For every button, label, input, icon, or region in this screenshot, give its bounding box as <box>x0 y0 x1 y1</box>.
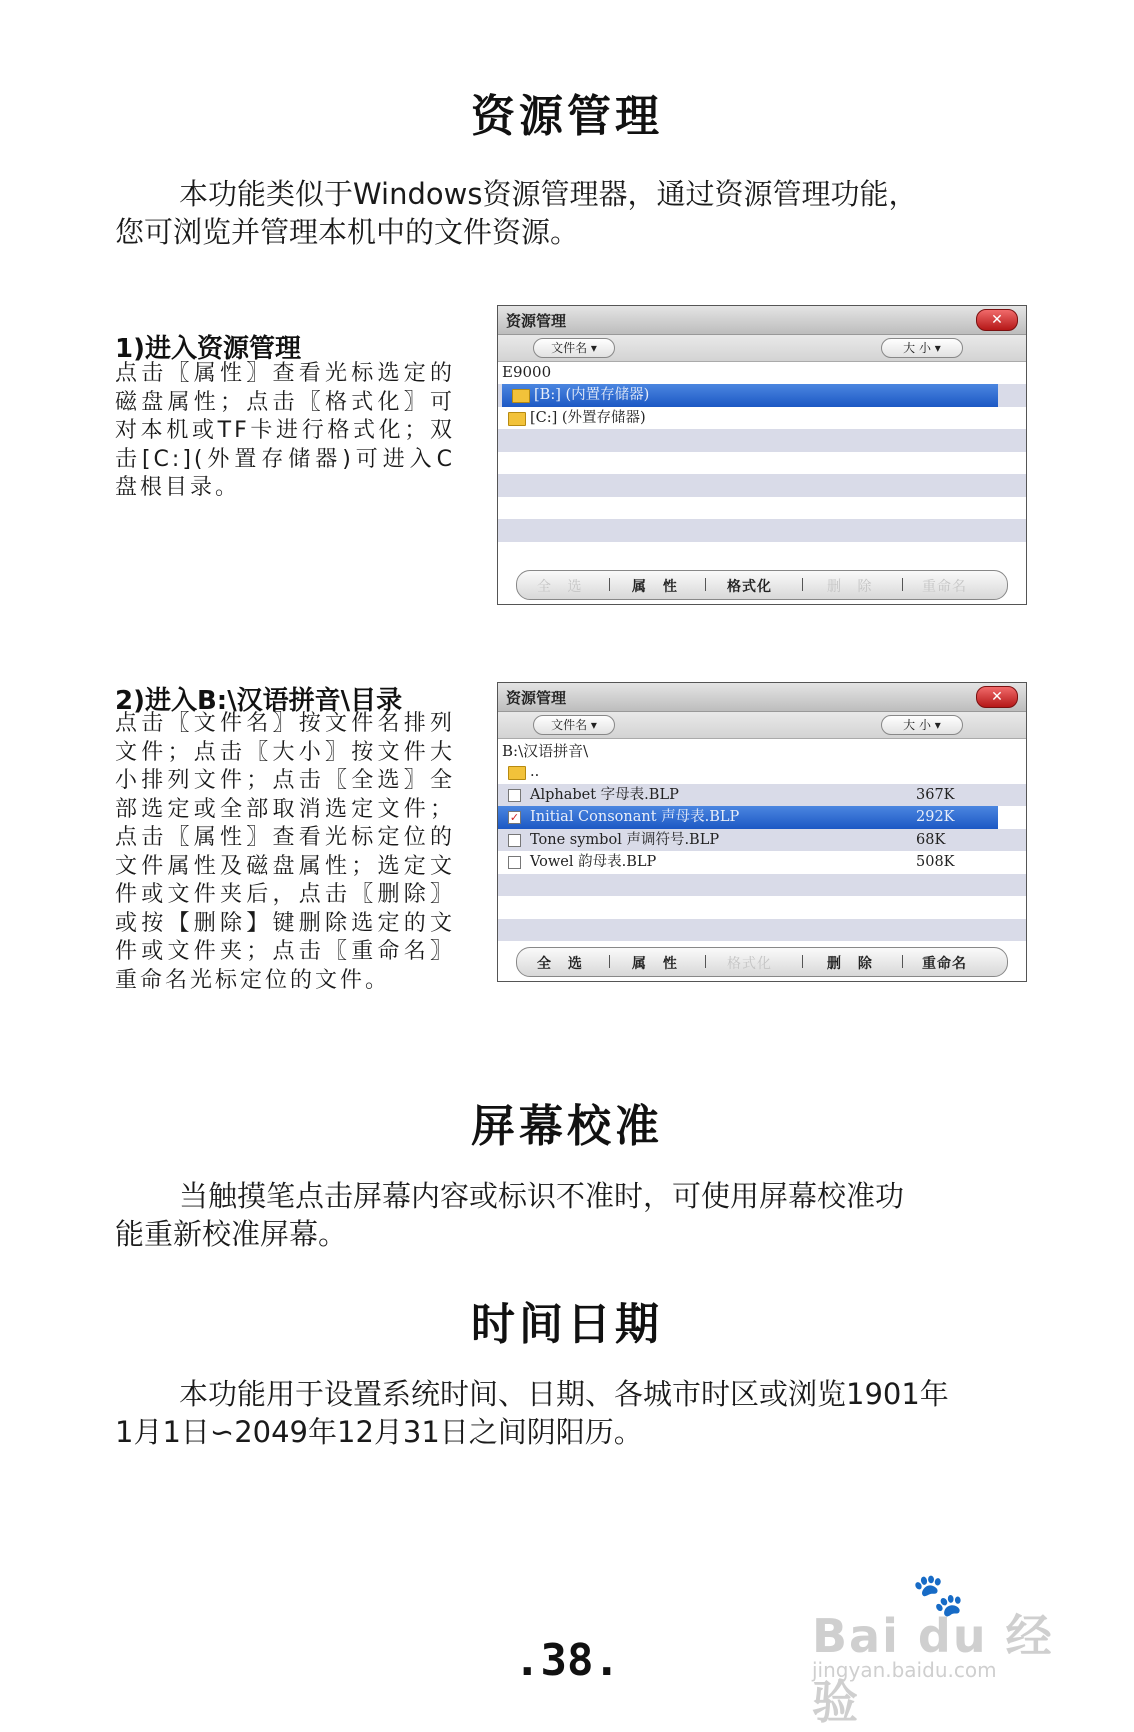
step1-body: 点击〖属性〗查看光标选定的磁盘属性；点击〖格式化〗可对本机或TF卡进行格式化；双击[C:](外置存储器)可进入C盘根目录。 <box>115 361 455 500</box>
current-path: B:\汉语拼音\ <box>502 742 589 760</box>
properties-button[interactable]: 属 性 <box>632 579 683 595</box>
list-row-empty <box>498 874 1026 897</box>
step1-title: 1)进入资源管理 <box>115 334 301 364</box>
format-button[interactable]: 格式化 <box>727 579 772 595</box>
list-row-empty <box>498 429 1026 452</box>
drive-label: [B:] (内置存储器) <box>534 387 650 403</box>
drive-label: [C:] (外置存储器) <box>530 409 646 426</box>
folder-icon <box>508 412 526 426</box>
current-path: E9000 <box>502 363 552 381</box>
sort-by-name-button[interactable]: 文件名 ▾ <box>533 715 615 735</box>
file-size: 508K <box>916 854 955 870</box>
sort-bar <box>498 335 1026 362</box>
file-list <box>498 761 1026 941</box>
toolbar-divider <box>705 578 706 591</box>
sort-by-name-button[interactable]: 文件名 ▾ <box>533 338 615 358</box>
paw-icon: 🐾 <box>912 1570 965 1619</box>
calibration-text-line1: 当触摸笔点击屏幕内容或标识不准时，可使用屏幕校准功 <box>179 1179 905 1213</box>
format-button[interactable]: 格式化 <box>727 956 772 972</box>
close-icon: ✕ <box>991 689 1003 705</box>
file-checkbox[interactable] <box>508 856 521 869</box>
properties-button[interactable]: 属 性 <box>632 956 683 972</box>
list-row-empty <box>498 919 1026 942</box>
file-name: Initial Consonant 声母表.BLP <box>530 809 740 825</box>
step2-body: 点击〖文件名〗按文件名排列文件；点击〖大小〗按文件大小排列文件；点击〖全选〗全部选定或全部取消选定文件；点击〖属性〗查看光标定位的文件属性及磁盘属性；选定文件或文件夹后，点击〖删除〗或按【删除】键删除选定的文件或文件夹；点击〖重命名〗重命名光标定位的文件。 <box>115 711 455 993</box>
sort-bar <box>498 712 1026 739</box>
section-title-resource: 资源管理 <box>471 91 663 142</box>
list-item[interactable] <box>498 806 998 829</box>
toolbar-divider <box>609 955 610 968</box>
file-size: 367K <box>916 786 955 803</box>
resource-intro-line1: 本功能类似于Windows资源管理器，通过资源管理功能， <box>179 177 918 211</box>
window-title: 资源管理 <box>506 312 567 330</box>
calibration-text-line2: 能重新校准屏幕。 <box>115 1217 348 1251</box>
folder-icon <box>512 389 530 403</box>
datetime-text-line1: 本功能用于设置系统时间、日期、各城市时区或浏览1901年 <box>179 1377 949 1411</box>
page-number: .38. <box>514 1635 620 1686</box>
watermark-logo: Bai du 经验 <box>812 1609 1054 1729</box>
toolbar-divider <box>705 955 706 968</box>
datetime-text-line2: 1月1日∽2049年12月31日之间阴阳历。 <box>115 1415 643 1449</box>
list-row-empty <box>498 519 1026 542</box>
toolbar-divider <box>902 955 903 968</box>
delete-button[interactable]: 删 除 <box>827 956 878 972</box>
close-icon: ✕ <box>991 312 1003 328</box>
list-row-empty <box>498 896 1026 919</box>
list-row-empty <box>498 542 1026 565</box>
file-name: Tone symbol 声调符号.BLP <box>530 831 720 848</box>
section-title-datetime: 时间日期 <box>471 1299 663 1350</box>
step2-title: 2)进入B:\汉语拼音\目录 <box>115 686 403 716</box>
file-checkbox[interactable] <box>508 789 521 802</box>
sort-by-size-button[interactable]: 大 小 ▾ <box>881 338 963 358</box>
action-toolbar <box>516 947 1008 977</box>
action-toolbar <box>516 570 1008 600</box>
close-button[interactable] <box>976 309 1018 331</box>
list-item[interactable] <box>498 829 1026 852</box>
rename-button[interactable]: 重命名 <box>922 956 967 972</box>
close-button[interactable] <box>976 686 1018 708</box>
list-item[interactable] <box>498 761 1026 784</box>
rename-button[interactable]: 重命名 <box>922 579 967 595</box>
select-all-button[interactable]: 全 选 <box>537 956 588 972</box>
file-list <box>498 384 1026 564</box>
section-title-calibration: 屏幕校准 <box>471 1101 663 1152</box>
window-titlebar <box>498 306 1026 335</box>
list-item[interactable] <box>502 384 998 407</box>
select-all-button[interactable]: 全 选 <box>537 579 588 595</box>
list-row-empty <box>498 452 1026 475</box>
parent-dir-label: .. <box>530 764 540 780</box>
toolbar-divider <box>902 578 903 591</box>
file-manager-window-1 <box>497 305 1027 605</box>
list-item[interactable] <box>498 407 1026 430</box>
window-title: 资源管理 <box>506 689 567 707</box>
file-manager-window-2 <box>497 682 1027 982</box>
file-size: 68K <box>916 831 946 848</box>
list-row-empty <box>498 474 1026 497</box>
folder-icon <box>508 766 526 780</box>
list-row-empty <box>498 497 1026 520</box>
delete-button[interactable]: 删 除 <box>827 579 878 595</box>
toolbar-divider <box>609 578 610 591</box>
watermark-url: jingyan.baidu.com <box>812 1658 997 1682</box>
window-titlebar <box>498 683 1026 712</box>
file-name: Vowel 韵母表.BLP <box>530 854 657 870</box>
file-checkbox[interactable]: ✓ <box>509 811 520 824</box>
list-item[interactable] <box>498 851 1026 874</box>
toolbar-divider <box>802 578 803 591</box>
resource-intro-line2: 您可浏览并管理本机中的文件资源。 <box>115 215 580 249</box>
list-item[interactable] <box>498 784 1026 807</box>
sort-by-size-button[interactable]: 大 小 ▾ <box>881 715 963 735</box>
toolbar-divider <box>802 955 803 968</box>
file-size: 292K <box>916 809 955 825</box>
file-checkbox[interactable] <box>508 834 521 847</box>
baidu-watermark <box>812 1570 1092 1729</box>
file-name: Alphabet 字母表.BLP <box>530 786 679 803</box>
